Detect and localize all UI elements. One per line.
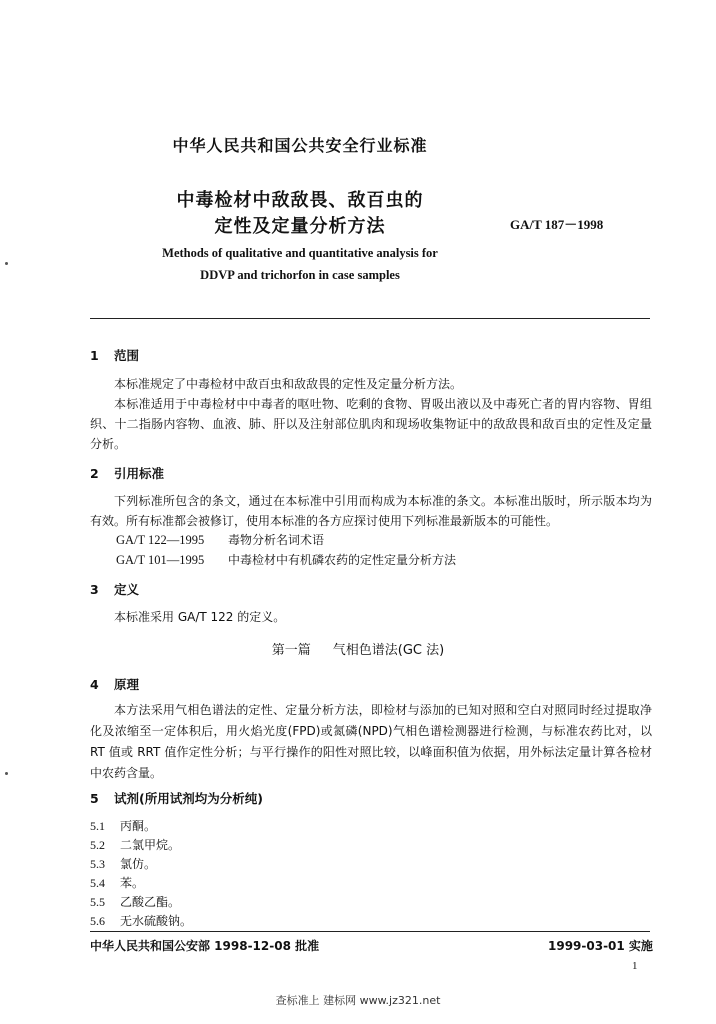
effective-date: 1999-03-01 实施 (548, 939, 653, 953)
section-4-heading (90, 675, 139, 693)
issuing-body-header: 中华人民共和国公共安全行业标准 (172, 136, 428, 155)
section-3-paragraph-1: 本标准采用 GA/T 122 的定义。 (114, 610, 286, 624)
watermark-link[interactable]: 查标准上 建标网 www.jz321.net (275, 994, 441, 1007)
section-number: 1 (90, 348, 99, 363)
section-3-heading (90, 580, 139, 598)
section-4-paragraph-1: 本方法采用气相色谱法的定性、定量分析方法，即检材与添加的已知对照和空白对照同时经过提取净化及浓缩至一定体积后，用火焰光度(FPD)或氮磷(NPD)气相色谱检测器进行检测，与标准农药比对，以 RT 值或 RRT 值作定性分析；与平行操作的阳性对照比较，以峰面积值为依据，用外标法定量计算各检材中农药含量。 (90, 703, 652, 780)
reference-item (116, 531, 324, 548)
footer-divider (90, 931, 650, 932)
section-1-paragraph-1: 本标准规定了中毒检材中敌百虫和敌敌畏的定性及定量分析方法。 (114, 377, 463, 391)
section-number: 3 (90, 582, 99, 597)
section-1-heading (90, 346, 139, 364)
reagent-item: 5.1 丙酮。 (90, 819, 157, 833)
english-title-line-1: Methods of qualitative and quantitative analysis for (162, 246, 438, 260)
section-title: 定义 (114, 582, 140, 597)
reagent-item: 5.4 苯。 (90, 876, 145, 890)
section-title: 范围 (114, 348, 140, 363)
standard-title-line-1: 中毒检材中敌敌畏、敌百虫的 (176, 190, 424, 211)
reagent-item: 5.6 无水硫酸钠。 (90, 914, 193, 928)
approval-date: 中华人民共和国公安部 1998-12-08 批准 (90, 939, 320, 953)
standard-code: GA/T 187－1998 (510, 217, 604, 232)
section-title: 试剂(所用试剂均为分析纯) (114, 791, 263, 806)
section-2-heading (90, 464, 164, 482)
part-label: 第一篇 (271, 643, 311, 658)
section-5-heading (90, 789, 263, 807)
part-heading (0, 639, 716, 658)
page-number: 1 (632, 960, 638, 972)
section-title: 引用标准 (114, 466, 165, 481)
reagent-item: 5.5 乙酸乙酯。 (90, 895, 181, 909)
reference-title: 毒物分析名词术语 (228, 533, 325, 547)
scan-speck (5, 262, 8, 265)
section-number: 2 (90, 466, 99, 481)
header-divider (90, 318, 650, 319)
reference-code: GA/T 122—1995 (116, 533, 205, 547)
reference-code: GA/T 101—1995 (116, 553, 205, 567)
section-number: 4 (90, 677, 99, 692)
reference-title: 中毒检材中有机磷农药的定性定量分析方法 (228, 553, 457, 567)
section-1-paragraph-2: 本标准适用于中毒检材中中毒者的呕吐物、吃剩的食物、胃吸出液以及中毒死亡者的胃内容物、胃组织、十二指肠内容物、血液、肺、肝以及注射部位肌肉和现场收集物证中的敌敌畏和敌百虫的定性及定量分析。 (90, 397, 652, 451)
reference-item (116, 551, 456, 568)
reagent-item: 5.3 氯仿。 (90, 857, 157, 871)
reagent-item: 5.2 二氯甲烷。 (90, 838, 181, 852)
section-2-paragraph-1: 下列标准所包含的条文，通过在本标准中引用而构成为本标准的条文。本标准出版时，所示版本均为有效。所有标准都会被修订，使用本标准的各方应探讨使用下列标准最新版本的可能性。 (90, 494, 652, 528)
english-title-line-2: DDVP and trichorfon in case samples (200, 268, 400, 282)
part-title: 气相色谱法(GC 法) (332, 643, 445, 658)
section-number: 5 (90, 791, 99, 806)
section-title: 原理 (114, 677, 140, 692)
standard-title-line-2: 定性及定量分析方法 (214, 216, 386, 237)
scan-speck (5, 772, 8, 775)
